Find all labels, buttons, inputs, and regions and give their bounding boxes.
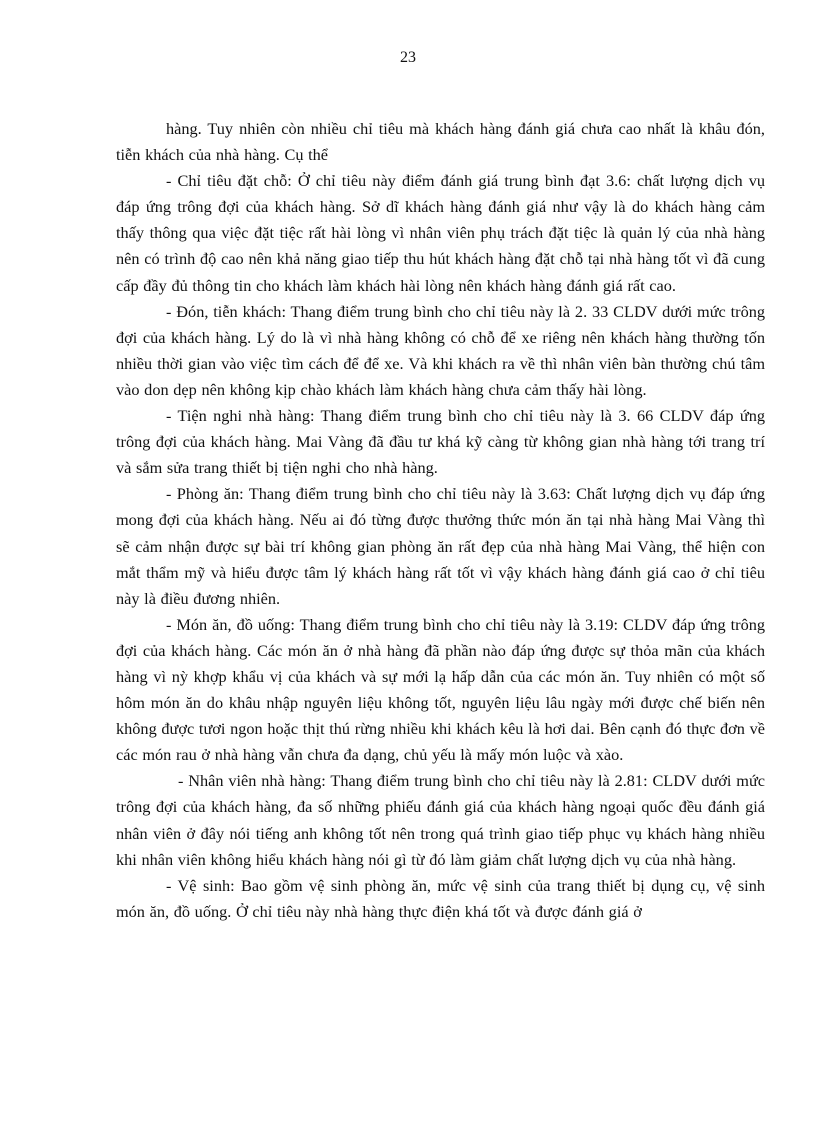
paragraph-phong-an: - Phòng ăn: Thang điểm trung bình cho chỉ tiêu này là 3.63: Chất lượng dịch vụ đáp ứng mong đợi của khách hàng. Nếu ai đó từng được thưởng thức món ăn tại nhà hàng Mai Vàng thì sẽ cảm nhận được sự bài trí không gian phòng ăn rất đẹp của nhà hàng Mai Vàng, thể hiện con mắt thẩm mỹ và hiểu được tâm lý khách hàng rất tốt vì vậy khách hàng đánh giá cao ở chỉ tiêu này là điều đương nhiên. — [116, 484, 765, 608]
document-body — [116, 116, 765, 925]
paragraph-nhan-vien: - Nhân viên nhà hàng: Thang điểm trung bình cho chỉ tiêu này là 2.81: CLDV dưới mức trông đợi của khách hàng, đa số những phiếu đánh giá của khách hàng ngoại quốc đều đánh giá nhân viên ở đây nói tiếng anh không tốt nên trong quá trình giao tiếp phục vụ khách hàng nhiều khi nhân viên không hiểu khách hàng nói gì từ đó làm giảm chất lượng dịch vụ của nhà hàng. — [116, 771, 765, 869]
page-number: 23 — [400, 49, 416, 66]
paragraph-intro: hàng. Tuy nhiên còn nhiều chỉ tiêu mà khách hàng đánh giá chưa cao nhất là khâu đón, tiễn khách của nhà hàng. Cụ thể — [116, 119, 765, 165]
paragraph-dat-cho: - Chỉ tiêu đặt chỗ: Ở chỉ tiêu này điểm đánh giá trung bình đạt 3.6: chất lượng dịch vụ đáp ứng trông đợi của khách hàng. Sở dĩ khách hàng đánh giá như vậy là do khách hàng cảm thấy thông qua việc đặt tiệc rất hài lòng vì nhân viên phụ trách đặt tiệc là quản lý của nhà hàng nên có trình độ cao nên khả năng giao tiếp thu hút khách hàng đặt chỗ tại nhà hàng tốt vì đã cung cấp đầy đủ thông tin cho khách làm khách hài lòng nên khách hàng đánh giá rất cao. — [116, 171, 765, 295]
paragraph-ve-sinh: - Vệ sinh: Bao gồm vệ sinh phòng ăn, mức vệ sinh của trang thiết bị dụng cụ, vệ sinh món ăn, đồ uống. Ở chỉ tiêu này nhà hàng thực điện khá tốt và được đánh giá ở — [116, 875, 765, 921]
paragraph-mon-an-do-uong: - Món ăn, đồ uống: Thang điểm trung bình cho chỉ tiêu này là 3.19: CLDV đáp ứng trông đợi của khách hàng. Các món ăn ở nhà hàng đã phần nào đáp ứng được sự thỏa mãn của khách hàng vì nỳ khợp khẩu vị của khách và sự mới lạ hấp dẫn của các món ăn. Tuy nhiên có một số hôm món ăn do khâu nhập nguyên liệu không tốt, nguyên liệu lâu ngày mới được chế biến nên không được tươi ngon hoặc thịt thú rừng nhiều khi khách kêu là hơi dai. Bên cạnh đó thực đơn về các món rau ở nhà hàng vẫn chưa đa dạng, chủ yếu là mấy món luộc và xào. — [116, 614, 765, 765]
paragraph-tien-nghi: - Tiện nghi nhà hàng: Thang điểm trung bình cho chỉ tiêu này là 3. 66 CLDV đáp ứng trông đợi của khách hàng. Mai Vàng đã đầu tư khá kỹ càng từ không gian nhà hàng tới trang trí và sắm sửa trang thiết bị tiện nghi cho nhà hàng. — [116, 406, 765, 478]
paragraph-don-tien-khach: - Đón, tiễn khách: Thang điểm trung bình cho chỉ tiêu này là 2. 33 CLDV dưới mức trông đợi của khách hàng. Lý do là vì nhà hàng không có chỗ để xe riêng nên khách hàng thường tốn nhiều thời gian vào việc tìm cách để để xe. Và khi khách ra về thì nhân viên bàn thường chú tâm vào don dẹp nên không kịp chào khách làm khách hàng chưa cảm thấy hài lòng. — [116, 301, 765, 399]
